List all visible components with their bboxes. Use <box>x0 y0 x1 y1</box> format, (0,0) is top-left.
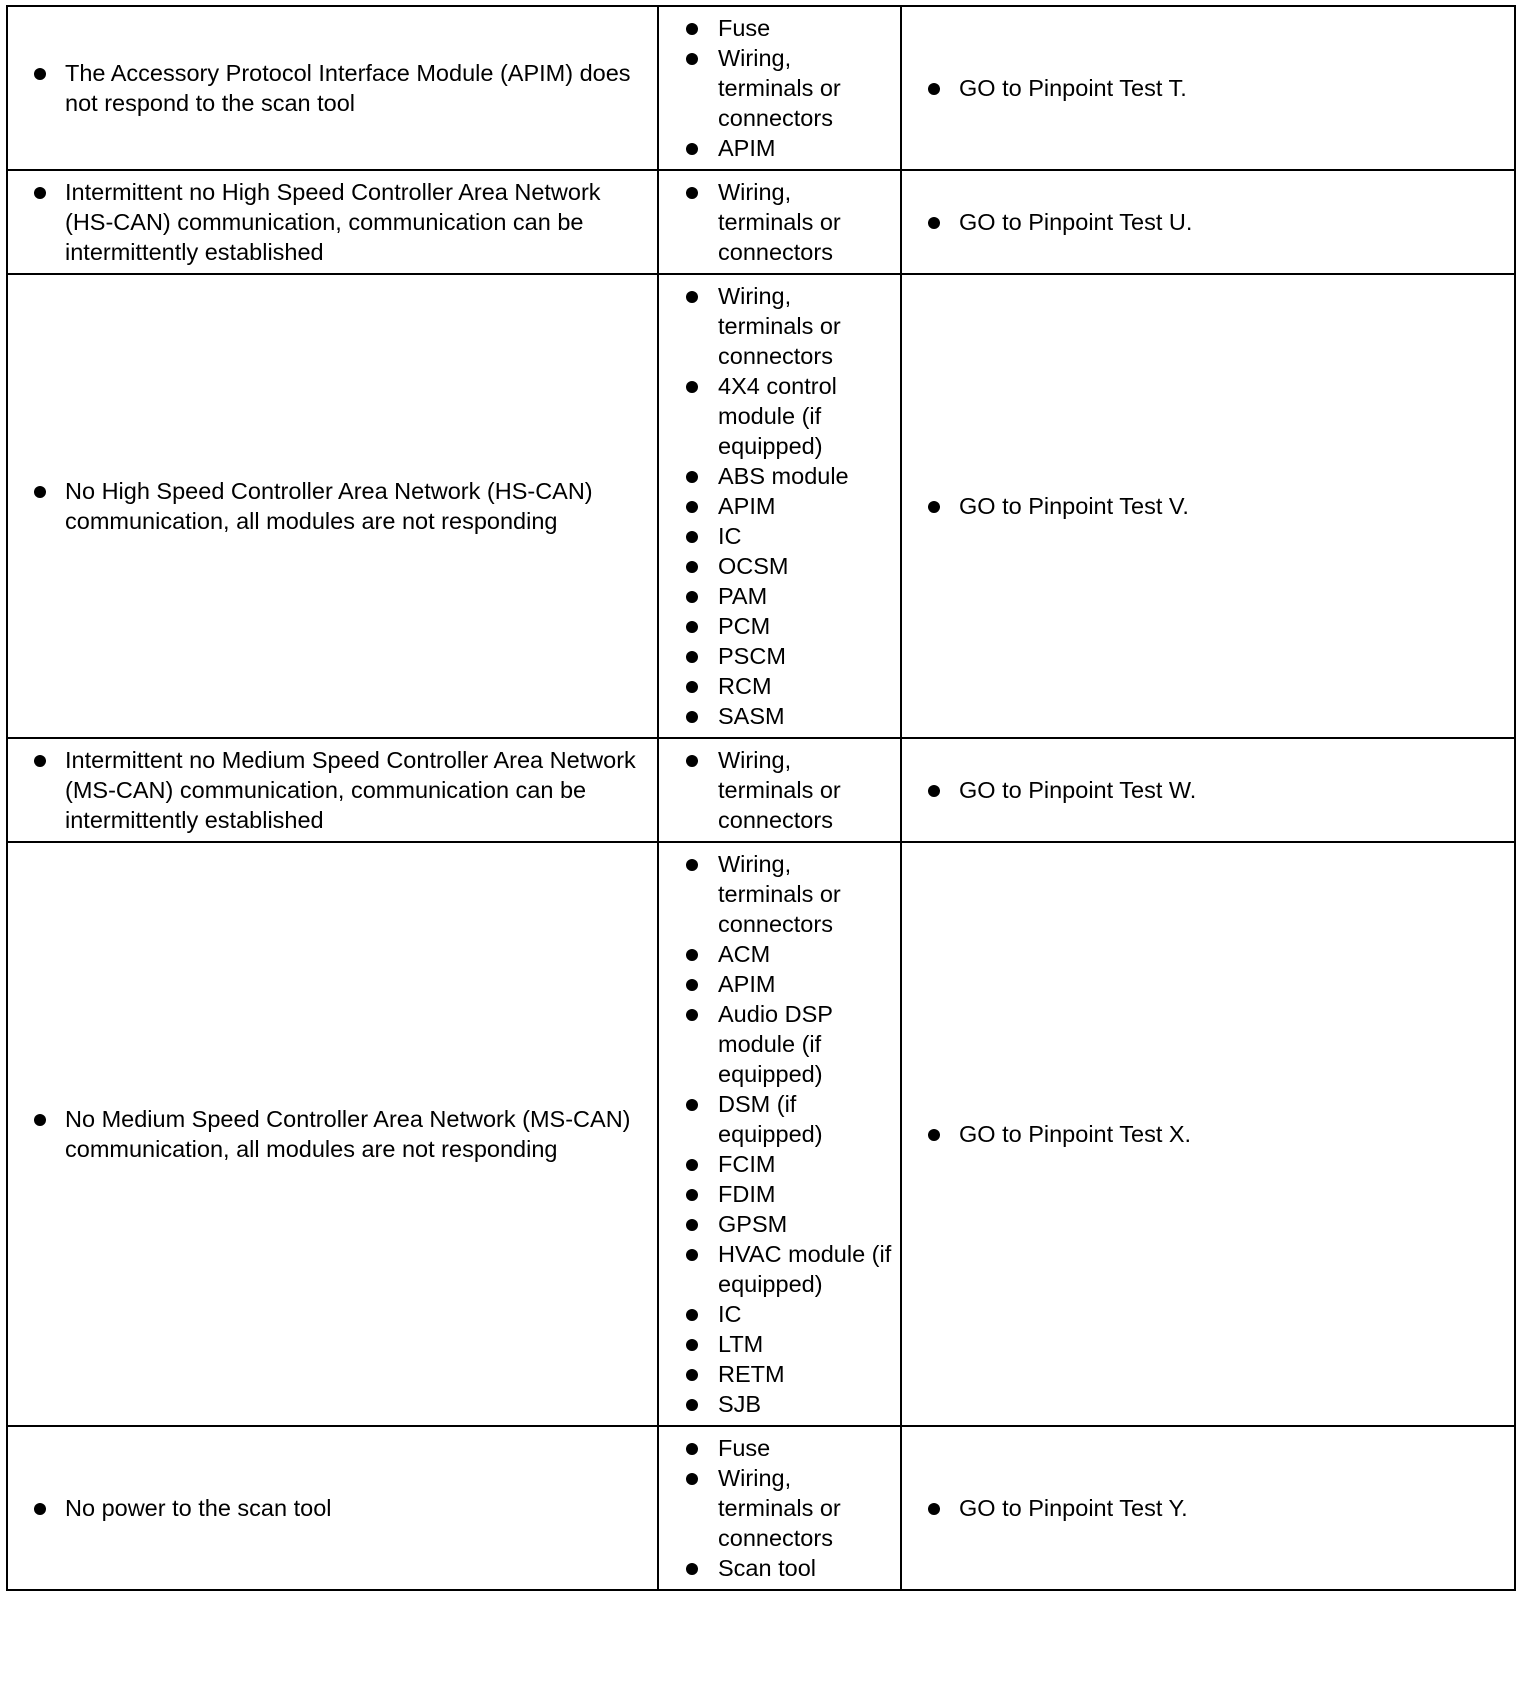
action-cell <box>901 1426 1515 1590</box>
table-row <box>7 738 1515 842</box>
possible-sources-cell <box>658 842 901 1426</box>
possible-source-item: Wiring, terminals or connectors <box>659 43 900 133</box>
possible-sources-cell <box>658 170 901 274</box>
possible-source-item: Fuse <box>659 1433 900 1463</box>
possible-source-item: Wiring, terminals or connectors <box>659 177 900 267</box>
action-cell <box>901 274 1515 738</box>
possible-source-item: Fuse <box>659 13 900 43</box>
possible-source-item: HVAC module (if equipped) <box>659 1239 900 1299</box>
possible-source-item: RCM <box>659 671 900 701</box>
action-text: GO to Pinpoint Test T. <box>902 73 1514 103</box>
action-cell <box>901 6 1515 170</box>
possible-source-item: Wiring, terminals or connectors <box>659 745 900 835</box>
possible-source-item: SJB <box>659 1389 900 1419</box>
possible-source-item: 4X4 control module (if equipped) <box>659 371 900 461</box>
table-row <box>7 842 1515 1426</box>
symptom-text: No Medium Speed Controller Area Network (MS-CAN) communication, all modules are not responding <box>8 1104 657 1164</box>
symptom-text: No High Speed Controller Area Network (HS-CAN) communication, all modules are not responding <box>8 476 657 536</box>
possible-source-item: PCM <box>659 611 900 641</box>
action-text: GO to Pinpoint Test Y. <box>902 1493 1514 1523</box>
possible-sources-cell <box>658 1426 901 1590</box>
symptom-cell <box>7 738 658 842</box>
possible-source-item: IC <box>659 1299 900 1329</box>
action-cell <box>901 170 1515 274</box>
possible-source-item: DSM (if equipped) <box>659 1089 900 1149</box>
possible-source-item: APIM <box>659 491 900 521</box>
symptom-text: No power to the scan tool <box>8 1493 657 1523</box>
possible-source-item: Audio DSP module (if equipped) <box>659 999 900 1089</box>
possible-source-item: APIM <box>659 969 900 999</box>
possible-sources-cell <box>658 738 901 842</box>
action-text: GO to Pinpoint Test X. <box>902 1119 1514 1149</box>
possible-source-item: PAM <box>659 581 900 611</box>
symptom-cell <box>7 170 658 274</box>
table-row <box>7 1426 1515 1590</box>
action-text: GO to Pinpoint Test V. <box>902 491 1514 521</box>
action-text: GO to Pinpoint Test W. <box>902 775 1514 805</box>
symptom-text: The Accessory Protocol Interface Module (APIM) does not respond to the scan tool <box>8 58 657 118</box>
possible-source-item: Scan tool <box>659 1553 900 1583</box>
possible-source-item: FCIM <box>659 1149 900 1179</box>
possible-sources-cell <box>658 274 901 738</box>
action-text: GO to Pinpoint Test U. <box>902 207 1514 237</box>
possible-source-item: Wiring, terminals or connectors <box>659 281 900 371</box>
symptom-cell <box>7 274 658 738</box>
possible-source-item: PSCM <box>659 641 900 671</box>
possible-source-item: RETM <box>659 1359 900 1389</box>
possible-sources-cell <box>658 6 901 170</box>
possible-source-item: Wiring, terminals or connectors <box>659 1463 900 1553</box>
possible-source-item: ACM <box>659 939 900 969</box>
table-row <box>7 6 1515 170</box>
possible-source-item: APIM <box>659 133 900 163</box>
symptom-cell <box>7 1426 658 1590</box>
table-row <box>7 274 1515 738</box>
symptom-chart-table <box>6 5 1516 1591</box>
action-cell <box>901 842 1515 1426</box>
possible-source-item: SASM <box>659 701 900 731</box>
possible-source-item: IC <box>659 521 900 551</box>
table-row <box>7 170 1515 274</box>
possible-source-item: OCSM <box>659 551 900 581</box>
symptom-text: Intermittent no High Speed Controller Area Network (HS-CAN) communication, communication can be intermittently established <box>8 177 657 267</box>
possible-source-item: FDIM <box>659 1179 900 1209</box>
action-cell <box>901 738 1515 842</box>
possible-source-item: GPSM <box>659 1209 900 1239</box>
possible-source-item: Wiring, terminals or connectors <box>659 849 900 939</box>
symptom-cell <box>7 6 658 170</box>
possible-source-item: ABS module <box>659 461 900 491</box>
possible-source-item: LTM <box>659 1329 900 1359</box>
symptom-text: Intermittent no Medium Speed Controller Area Network (MS-CAN) communication, communication can be intermittently established <box>8 745 657 835</box>
symptom-chart-body <box>7 6 1515 1590</box>
symptom-cell <box>7 842 658 1426</box>
